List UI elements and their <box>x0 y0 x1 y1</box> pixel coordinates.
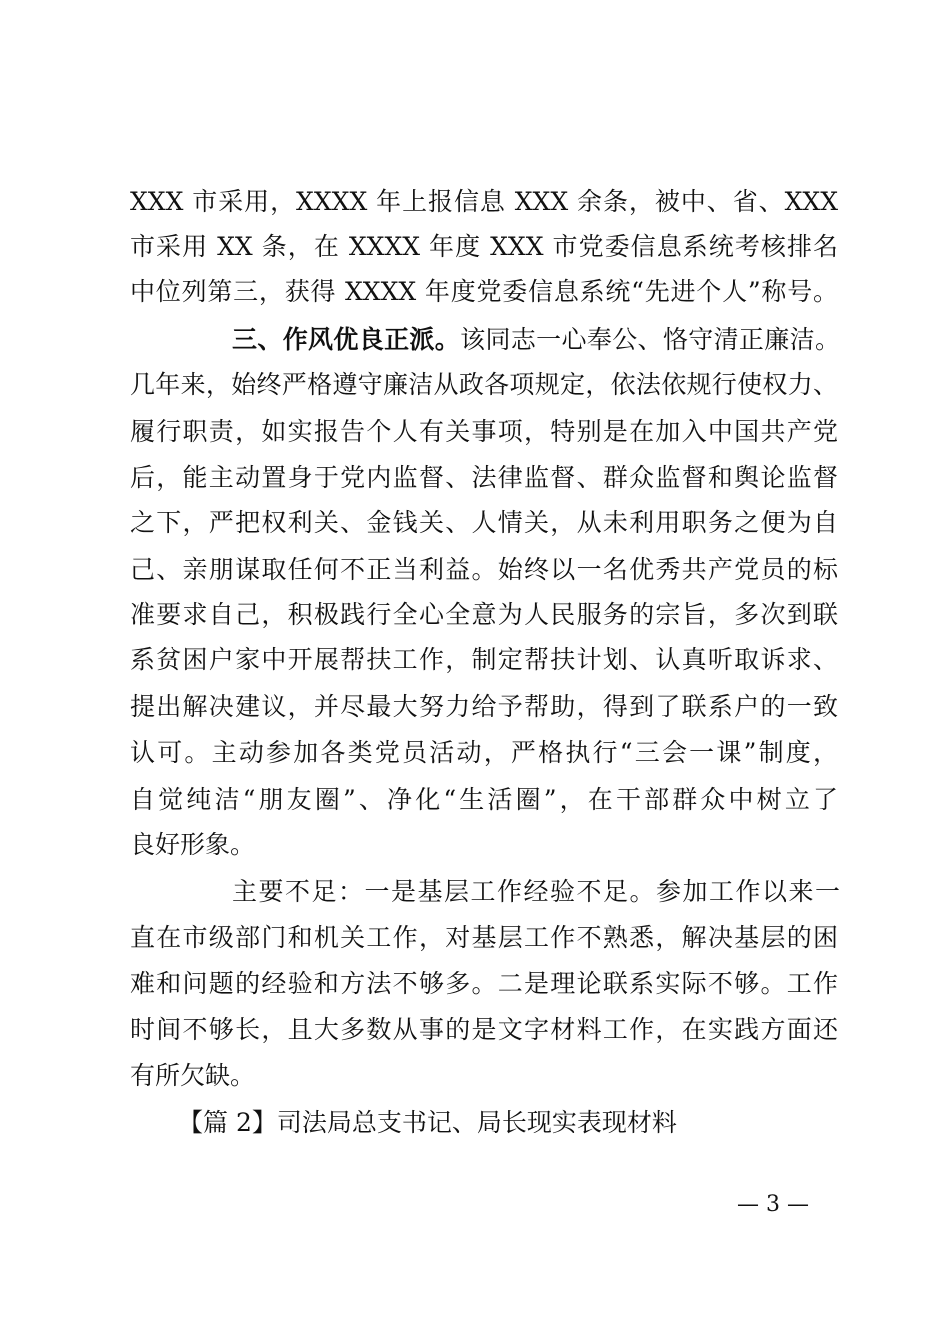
body-text-line: 难和问题的经验和方法不够多。二是理论联系实际不够。工作 <box>130 969 838 998</box>
body-text-line: 后，能主动置身于党内监督、法律监督、群众监督和舆论监督 <box>130 463 838 492</box>
body-text-line: 中位列第三，获得 XXXX 年度党委信息系统“先进个人”称号。 <box>130 277 838 306</box>
body-text-line: 直在市级部门和机关工作，对基层工作不熟悉，解决基层的困 <box>130 923 838 952</box>
body-text-span: 该同志一心奉公、恪守清正廉洁。 <box>460 325 840 354</box>
body-text-line: 系贫困户家中开展帮扶工作，制定帮扶计划、认真听取诉求、 <box>130 645 838 674</box>
shortcomings-first-line: 主要不足：一是基层工作经验不足。参加工作以来一 <box>232 877 840 906</box>
body-text-line: 市采用 XX 条，在 XXXX 年度 XXX 市党委信息系统考核排名 <box>130 232 838 261</box>
section-three-first-line <box>232 325 840 355</box>
next-article-heading: 【篇 2】司法局总支书记、局长现实表现材料 <box>178 1108 677 1137</box>
section-three-heading: 三、作风优良正派。 <box>232 325 461 354</box>
body-text-line: 准要求自己，积极践行全心全意为人民服务的宗旨，多次到联 <box>130 600 838 629</box>
body-text-line: 之下，严把权利关、金钱关、人情关，从未利用职务之便为自 <box>130 508 838 537</box>
body-text-line: 提出解决建议，并尽最大努力给予帮助，得到了联系户的一致 <box>130 692 838 721</box>
body-text-line: 时间不够长，且大多数从事的是文字材料工作，在实践方面还 <box>130 1015 838 1044</box>
body-text-line: 己、亲朋谋取任何不正当利益。始终以一名优秀共产党员的标 <box>130 555 838 584</box>
body-text-line: 认可。主动参加各类党员活动，严格执行“三会一课”制度， <box>130 738 838 767</box>
body-text-line: XXX 市采用，XXXX 年上报信息 XXX 余条，被中、省、XXX <box>130 187 838 216</box>
body-text-line: 几年来，始终严格遵守廉洁从政各项规定，依法依规行使权力、 <box>130 370 838 399</box>
body-text-line: 自觉纯洁“朋友圈”、净化“生活圈”，在干部群众中树立了 <box>130 785 838 814</box>
body-text-line: 有所欠缺。 <box>130 1061 256 1090</box>
body-text-line: 履行职责，如实报告个人有关事项，特别是在加入中国共产党 <box>130 417 838 446</box>
body-text-line: 良好形象。 <box>130 830 256 859</box>
page-number: — 3 — <box>737 1192 809 1217</box>
